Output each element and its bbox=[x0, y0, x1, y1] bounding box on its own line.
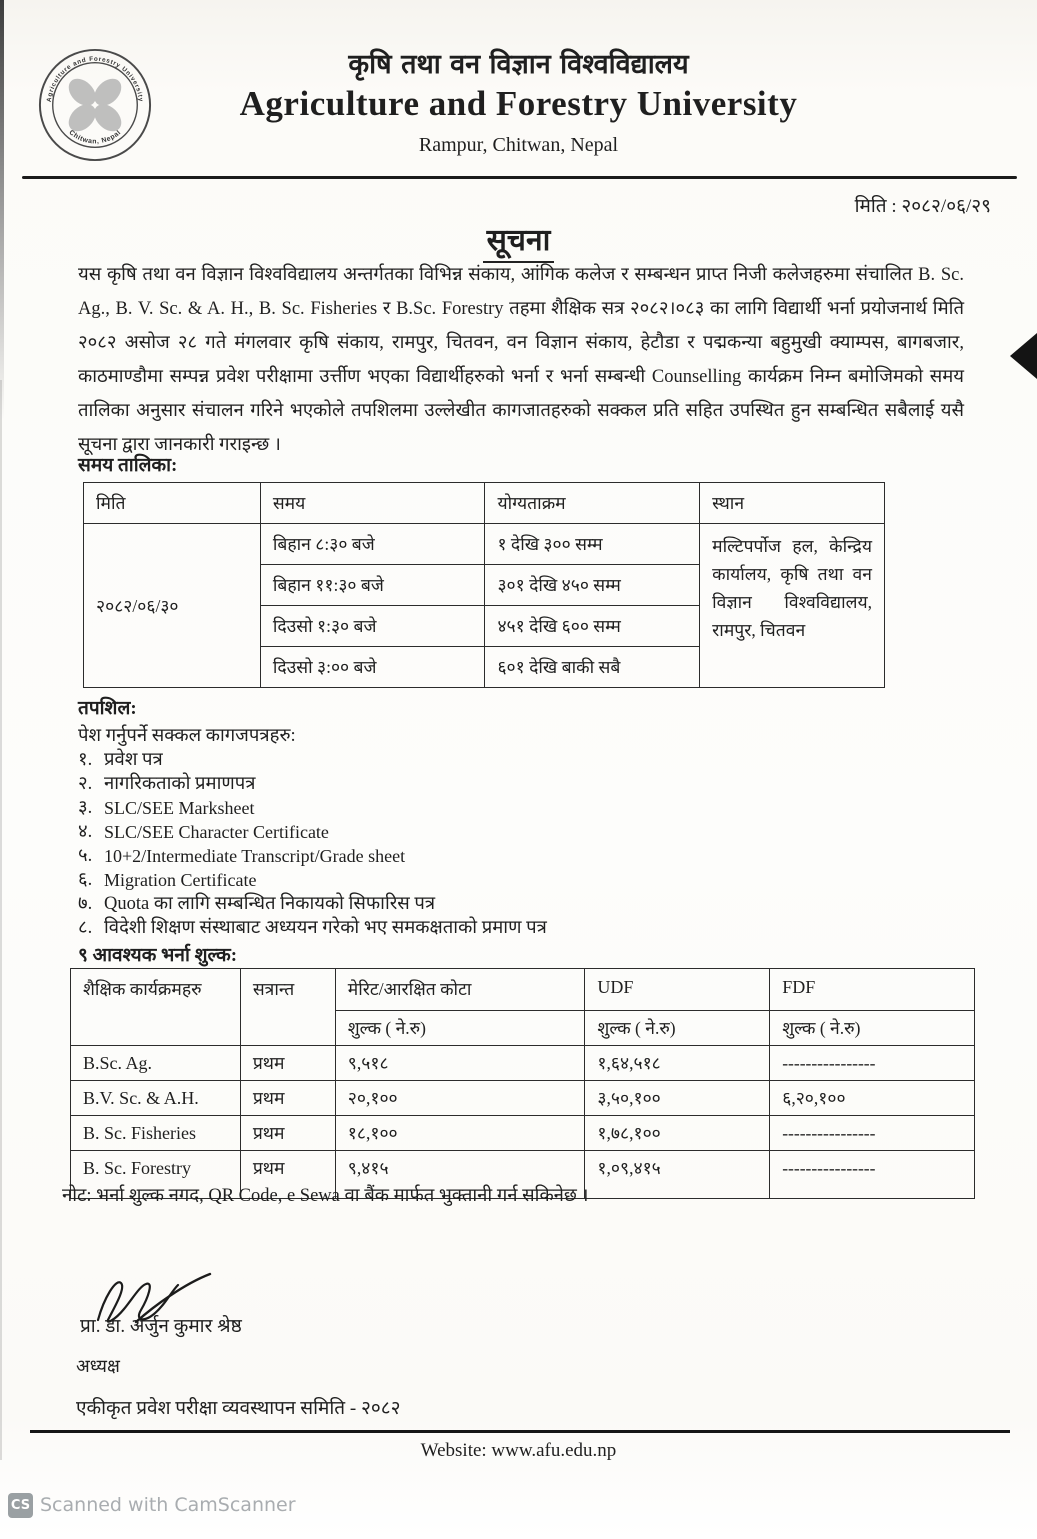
fee-header-udf: UDF bbox=[585, 969, 770, 1011]
list-item-number: ८. bbox=[78, 918, 93, 938]
fee-semester-cell: प्रथम bbox=[240, 1116, 335, 1151]
list-item-number: ७. bbox=[78, 894, 93, 914]
fee-udf-cell: १,७८,१०० bbox=[585, 1116, 770, 1151]
schedule-time-cell: दिउसो ३:०० बजे bbox=[260, 647, 485, 688]
fee-header-semester: सत्रान्त bbox=[240, 969, 335, 1046]
university-address: Rampur, Chitwan, Nepal bbox=[418, 134, 619, 156]
university-name-nepali: कृषि तथा वन विज्ञान विश्वविद्यालय bbox=[348, 49, 689, 80]
schedule-rank-cell: ३०१ देखि ४५० सम्म bbox=[485, 565, 700, 606]
fee-program-cell: B.V. Sc. & A.H. bbox=[71, 1081, 241, 1116]
details-subheading: पेश गर्नुपर्ने सक्कल कागजपत्रहरु: bbox=[78, 726, 296, 746]
camscanner-text: Scanned with CamScanner bbox=[40, 1494, 296, 1516]
schedule-header-date: मिति bbox=[84, 483, 261, 524]
list-item-text: Migration Certificate bbox=[104, 870, 257, 890]
fee-header-program: शैक्षिक कार्यक्रमहरु bbox=[71, 969, 241, 1046]
schedule-header-time: समय bbox=[260, 483, 485, 524]
list-item-text: SLC/SEE Marksheet bbox=[104, 798, 255, 818]
list-item-number: ४. bbox=[78, 822, 93, 842]
fee-semester-cell: प्रथम bbox=[240, 1046, 335, 1081]
schedule-header-venue: स्थान bbox=[700, 483, 885, 524]
list-item bbox=[78, 772, 547, 796]
schedule-heading: समय तालिका: bbox=[78, 455, 178, 476]
fee-subheader-fdf: शुल्क ( ने.रु) bbox=[770, 1011, 975, 1046]
list-item bbox=[78, 892, 547, 916]
scan-corner-artifact bbox=[1010, 333, 1037, 379]
schedule-table bbox=[83, 482, 885, 688]
notice-title: सूचना bbox=[483, 218, 555, 263]
signatory-name: प्रा. डा. अर्जुन कुमार श्रेष्ठ bbox=[80, 1316, 242, 1337]
fee-program-cell: B.Sc. Ag. bbox=[71, 1046, 241, 1081]
seal-top-text: Agriculture and Forestry University bbox=[45, 55, 145, 103]
details-heading: तपशिल: bbox=[78, 698, 137, 719]
fees-table bbox=[70, 968, 975, 1199]
fee-header-merit: मेरिट/आरक्षित कोटा bbox=[335, 969, 585, 1011]
list-item bbox=[78, 820, 547, 844]
schedule-rank-cell: ४५१ देखि ६०० सम्म bbox=[485, 606, 700, 647]
list-item-text: नागरिकताको प्रमाणपत्र bbox=[104, 774, 256, 794]
university-name-english: Agriculture and Forestry University bbox=[239, 84, 798, 123]
list-item-number: ५. bbox=[78, 846, 93, 866]
list-item-number: ६. bbox=[78, 870, 93, 890]
list-item-text: विदेशी शिक्षण संस्थाबाट अध्ययन गरेको भए समकक्षताको प्रमाण पत्र bbox=[104, 918, 547, 938]
seal-bottom-text: Chitwan, Nepal bbox=[67, 129, 123, 146]
fee-subheader-merit: शुल्क ( ने.रु) bbox=[335, 1011, 585, 1046]
fee-fdf-cell: ---------------- bbox=[770, 1151, 975, 1199]
payment-note: नोट: भर्ना शुल्क नगद, QR Code, e Sewa वा बैंक मार्फत भुक्तानी गर्न सकिनेछ । bbox=[62, 1186, 589, 1206]
header-divider bbox=[22, 176, 1017, 179]
fee-merit-cell: १८,१०० bbox=[335, 1116, 585, 1151]
schedule-header-rank: योग्यताक्रम bbox=[485, 483, 700, 524]
date-line: मिति : २०८२/०६/२९ bbox=[854, 196, 991, 217]
schedule-venue-cell: मल्टिपर्पोज हल, केन्द्रिय कार्यालय, कृषि तथा वन विज्ञान विश्वविद्यालय, रामपुर, चितवन bbox=[700, 524, 885, 688]
schedule-time-cell: दिउसो १:३० बजे bbox=[260, 606, 485, 647]
fee-fdf-cell: ६,२०,१०० bbox=[770, 1081, 975, 1116]
schedule-rank-cell: १ देखि ३०० सम्म bbox=[485, 524, 700, 565]
list-item-text: Quota का लागि सम्बन्धित निकायको सिफारिस पत्र bbox=[104, 894, 436, 914]
list-item-number: २. bbox=[78, 774, 93, 794]
fees-row bbox=[71, 1046, 975, 1081]
list-item-number: १. bbox=[78, 750, 93, 770]
fee-merit-cell: ९,५१८ bbox=[335, 1046, 585, 1081]
signatory-title: अध्यक्ष bbox=[76, 1356, 120, 1376]
fee-merit-cell: ९,४१५ bbox=[335, 1151, 585, 1199]
fee-semester-cell: प्रथम bbox=[240, 1151, 335, 1199]
notice-body: यस कृषि तथा वन विज्ञान विश्वविद्यालय अन्तर्गतका विभिन्न संकाय, आंगिक कलेज र सम्बन्धन प्राप्त निजी कलेजहरुमा संचालित B. Sc. Ag., B. V. Sc. & A. H., B. Sc. Fisheries र B.Sc. Forestry तहमा शैक्षिक सत्र २०८२।०८३ का लागि विद्यार्थी भर्ना प्रयोजनार्थ मिति २०८२ असोज २८ गते मंगलवार कृषि संकाय, रामपुर, चितवन, वन विज्ञान संकाय, हेटौडा र पद्मकन्या बहुमुखी क्याम्पस, बागबजार, काठमाण्डौमा सम्पन्न प्रवेश परीक्षामा उर्त्तीण भएका विद्यार्थीहरुको भर्ना र भर्ना सम्बन्धी Counselling कार्यक्रम निम्न बमोजिमको समय तालिका अनुसार संचालन गरिने भएकोले तपशिलमा उल्लेखीत कागजातहरुको सक्कल प्रति सहित उपस्थित हुन सम्बन्धित सबैलाई यसै सूचना द्वारा जानकारी गराइन्छ । bbox=[78, 265, 964, 455]
list-item-text: प्रवेश पत्र bbox=[104, 750, 163, 770]
fee-udf-cell: १,०९,४१५ bbox=[585, 1151, 770, 1199]
fee-header-fdf: FDF bbox=[770, 969, 975, 1011]
fee-merit-cell: २०,१०० bbox=[335, 1081, 585, 1116]
list-item bbox=[78, 844, 547, 868]
list-item-text: SLC/SEE Character Certificate bbox=[104, 822, 329, 842]
fee-subheader-udf: शुल्क ( ने.रु) bbox=[585, 1011, 770, 1046]
list-item-number: ३. bbox=[78, 798, 93, 818]
schedule-date-cell: २०८२/०६/३० bbox=[84, 524, 261, 688]
committee-name: एकीकृत प्रवेश परीक्षा व्यवस्थापन समिति - २०८२ bbox=[76, 1398, 401, 1419]
fee-fdf-cell: ---------------- bbox=[770, 1046, 975, 1081]
required-documents-list bbox=[78, 748, 547, 940]
list-item bbox=[78, 748, 547, 772]
fee-udf-cell: ३,५०,१०० bbox=[585, 1081, 770, 1116]
list-item bbox=[78, 868, 547, 892]
fee-program-cell: B. Sc. Forestry bbox=[71, 1151, 241, 1199]
fee-semester-cell: प्रथम bbox=[240, 1081, 335, 1116]
schedule-rank-cell: ६०१ देखि बाकी सबै bbox=[485, 647, 700, 688]
list-item bbox=[78, 796, 547, 820]
schedule-time-cell: बिहान ११:३० बजे bbox=[260, 565, 485, 606]
schedule-header-row bbox=[84, 483, 885, 524]
fees-row bbox=[71, 1081, 975, 1116]
fee-program-cell: B. Sc. Fisheries bbox=[71, 1116, 241, 1151]
notice-title-wrap bbox=[0, 218, 1037, 263]
list-item bbox=[78, 916, 547, 940]
fees-row bbox=[71, 1116, 975, 1151]
fees-header-row bbox=[71, 969, 975, 1011]
fee-udf-cell: १,६४,५१८ bbox=[585, 1046, 770, 1081]
camscanner-badge-icon: CS bbox=[8, 1493, 33, 1518]
schedule-row bbox=[84, 524, 885, 565]
website-line: Website: www.afu.edu.np bbox=[420, 1440, 617, 1461]
schedule-time-cell: बिहान ८:३० बजे bbox=[260, 524, 485, 565]
footer-divider bbox=[30, 1430, 1010, 1433]
fee-fdf-cell: ---------------- bbox=[770, 1116, 975, 1151]
fee-heading: ९ आवश्यक भर्ना शुल्क: bbox=[78, 945, 238, 966]
list-item-text: 10+2/Intermediate Transcript/Grade sheet bbox=[104, 846, 406, 866]
scan-edge-artifact-faint bbox=[0, 380, 2, 1460]
